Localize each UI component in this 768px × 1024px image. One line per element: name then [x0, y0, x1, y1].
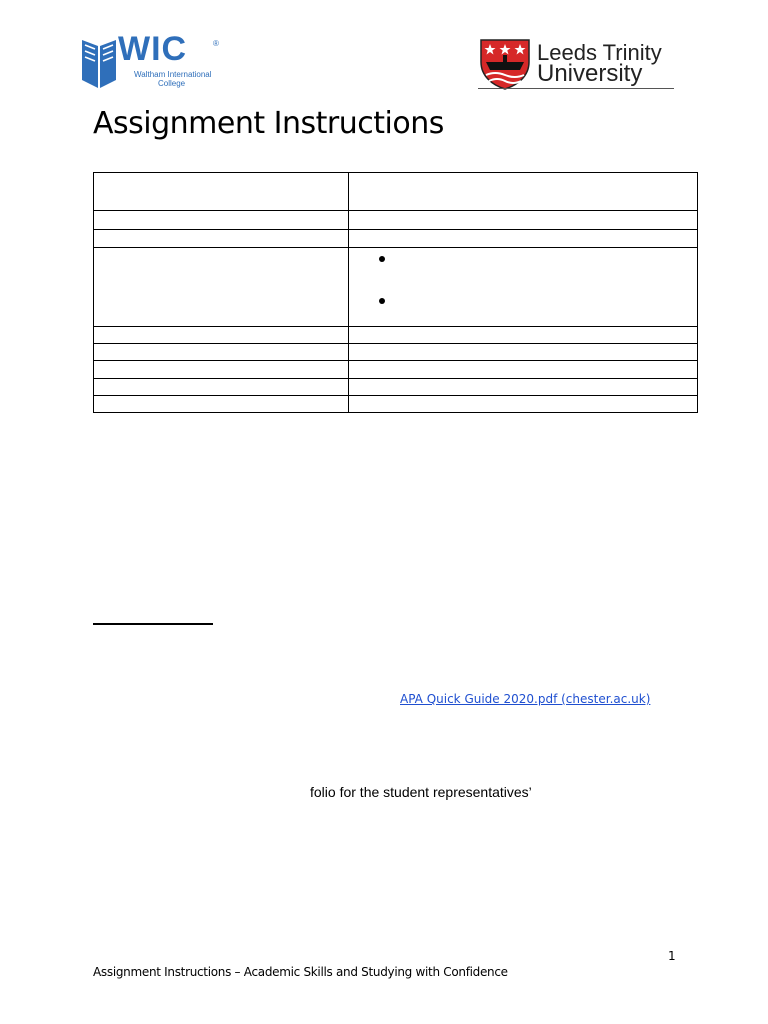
apa-quick-guide-link[interactable]: APA Quick Guide 2020.pdf (chester.ac.uk): [400, 692, 651, 706]
table-cell: [94, 361, 349, 379]
table-cell: [349, 248, 698, 327]
wic-registered-mark: ®: [213, 39, 219, 48]
page-number: 1: [668, 949, 676, 963]
section-heading-underline: [93, 623, 213, 625]
footer-text: Assignment Instructions – Academic Skills and Studying with Confidence: [93, 965, 508, 979]
bullet-icon: [379, 298, 385, 304]
table-row: [94, 379, 698, 396]
table-cell: [94, 230, 349, 248]
ltu-underline: [478, 88, 674, 89]
table-row: [94, 173, 698, 211]
table-cell: [94, 327, 349, 344]
page-title: Assignment Instructions: [93, 106, 444, 141]
table-cell: [94, 173, 349, 211]
table-row: [94, 327, 698, 344]
table-row: [94, 396, 698, 413]
table-cell: [349, 230, 698, 248]
assignment-info-table: [93, 172, 698, 413]
table-cell: [94, 248, 349, 327]
table-cell: [349, 379, 698, 396]
table-cell: [94, 344, 349, 361]
folio-text: folio for the student representatives’: [310, 784, 532, 800]
table-cell: [349, 211, 698, 230]
table-row: [94, 361, 698, 379]
table-cell: [94, 211, 349, 230]
table-row: [94, 344, 698, 361]
table-cell: [349, 361, 698, 379]
wic-subtitle-line1: Waltham International: [134, 70, 212, 79]
ltu-shield-icon: [478, 38, 532, 90]
table-cell: [349, 344, 698, 361]
wic-logo-text: WIC: [118, 30, 188, 68]
table-cell: [349, 396, 698, 413]
table-row: [94, 248, 698, 327]
table-cell: [94, 379, 349, 396]
table-row: [94, 230, 698, 248]
table-cell: [94, 396, 349, 413]
wic-subtitle-line2: College: [158, 79, 186, 88]
ltu-name-line2: University: [537, 60, 643, 87]
ltu-name-line1: Leeds Trinity: [537, 40, 662, 65]
table-cell: [349, 327, 698, 344]
table-row: [94, 211, 698, 230]
bullet-icon: [379, 256, 385, 262]
table-cell: [349, 173, 698, 211]
